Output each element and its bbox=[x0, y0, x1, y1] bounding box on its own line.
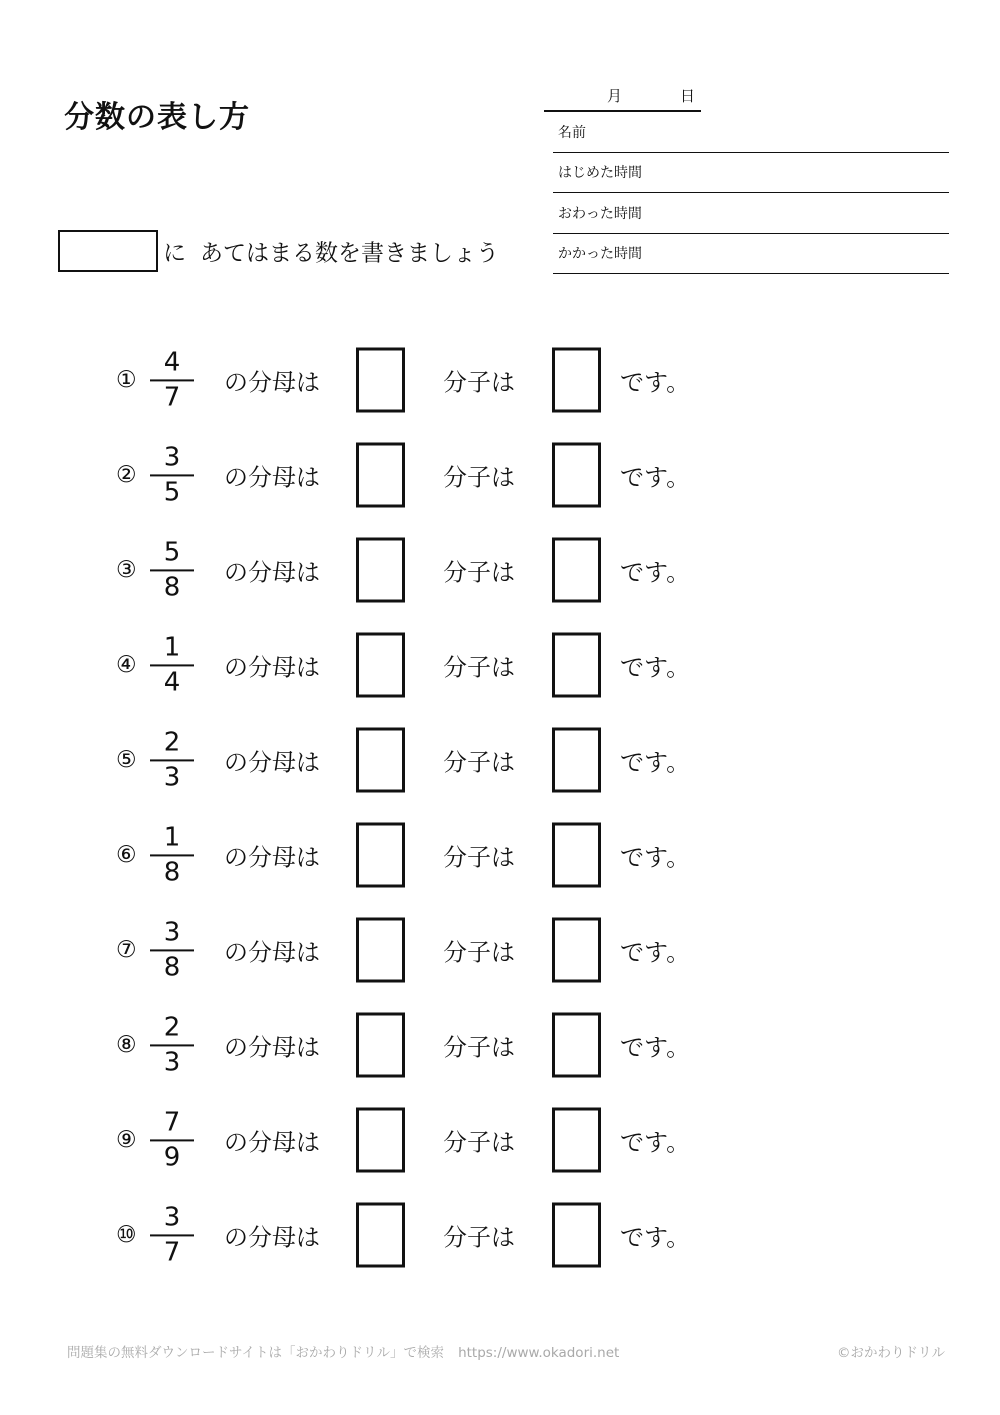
denominator-answer-box[interactable] bbox=[356, 918, 405, 983]
fraction-denominator: 7 bbox=[163, 1237, 181, 1267]
month-label: 月 bbox=[607, 87, 623, 105]
problem-row bbox=[0, 618, 1000, 713]
sentence-end-label: です。 bbox=[620, 368, 691, 397]
denominator-question-label: の分母は bbox=[224, 938, 320, 967]
sentence-end-label: です。 bbox=[620, 843, 691, 872]
problem-number: ⑨ bbox=[116, 1127, 137, 1153]
denominator-answer-box[interactable] bbox=[356, 443, 405, 508]
fraction bbox=[150, 918, 194, 981]
fraction bbox=[150, 1203, 194, 1266]
denominator-question-label: の分母は bbox=[224, 368, 320, 397]
problem-number: ⑤ bbox=[116, 747, 137, 773]
problem-row bbox=[0, 808, 1000, 903]
problem-row bbox=[0, 903, 1000, 998]
fraction bbox=[150, 443, 194, 506]
fraction bbox=[150, 633, 194, 696]
numerator-answer-box[interactable] bbox=[552, 728, 601, 793]
sentence-end-label: です。 bbox=[620, 1223, 691, 1252]
denominator-question-label: の分母は bbox=[224, 843, 320, 872]
fraction bbox=[150, 728, 194, 791]
denominator-answer-box[interactable] bbox=[356, 538, 405, 603]
numerator-answer-box[interactable] bbox=[552, 538, 601, 603]
denominator-question-label: の分母は bbox=[224, 558, 320, 587]
denominator-question-label: の分母は bbox=[224, 748, 320, 777]
numerator-question-label: 分子は bbox=[443, 843, 515, 872]
sentence-end-label: です。 bbox=[620, 1033, 691, 1062]
fraction-denominator: 8 bbox=[163, 952, 181, 982]
denominator-answer-box[interactable] bbox=[356, 1108, 405, 1173]
problem-number: ⑦ bbox=[116, 937, 137, 963]
denominator-answer-box[interactable] bbox=[356, 633, 405, 698]
sentence-end-label: です。 bbox=[620, 558, 691, 587]
problem-number: ② bbox=[116, 462, 137, 488]
numerator-answer-box[interactable] bbox=[552, 443, 601, 508]
denominator-question-label: の分母は bbox=[224, 1128, 320, 1157]
problem-row bbox=[0, 998, 1000, 1093]
fraction-denominator: 7 bbox=[163, 382, 181, 412]
fraction bbox=[150, 1108, 194, 1171]
fraction bbox=[150, 823, 194, 886]
problem-row bbox=[0, 523, 1000, 618]
denominator-question-label: の分母は bbox=[224, 463, 320, 492]
fraction-numerator: 3 bbox=[150, 918, 194, 951]
problem-number: ⑥ bbox=[116, 842, 137, 868]
elapsed-time-field-label: かかった時間 bbox=[558, 246, 642, 263]
footer-left bbox=[67, 1341, 619, 1361]
fraction-numerator: 5 bbox=[150, 538, 194, 571]
problem-number: ⑧ bbox=[116, 1032, 137, 1058]
numerator-question-label: 分子は bbox=[443, 368, 515, 397]
page-title: 分数の表し方 bbox=[64, 100, 250, 136]
denominator-answer-box[interactable] bbox=[356, 1013, 405, 1078]
numerator-answer-box[interactable] bbox=[552, 348, 601, 413]
numerator-question-label: 分子は bbox=[443, 1128, 515, 1157]
fraction-denominator: 8 bbox=[163, 857, 181, 887]
fraction-denominator: 8 bbox=[163, 572, 181, 602]
numerator-question-label: 分子は bbox=[443, 748, 515, 777]
fraction-denominator: 3 bbox=[163, 1047, 181, 1077]
fraction-numerator: 4 bbox=[150, 348, 194, 381]
fraction bbox=[150, 538, 194, 601]
start-time-field-label: はじめた時間 bbox=[558, 165, 642, 182]
numerator-question-label: 分子は bbox=[443, 938, 515, 967]
fraction-numerator: 1 bbox=[150, 633, 194, 666]
fraction-denominator: 3 bbox=[163, 762, 181, 792]
numerator-answer-box[interactable] bbox=[552, 1203, 601, 1268]
fraction-numerator: 1 bbox=[150, 823, 194, 856]
problem-row bbox=[0, 333, 1000, 428]
numerator-question-label: 分子は bbox=[443, 463, 515, 492]
problem-number: ③ bbox=[116, 557, 137, 583]
fraction-denominator: 9 bbox=[163, 1142, 181, 1172]
fraction-denominator: 5 bbox=[163, 477, 181, 507]
sentence-end-label: です。 bbox=[620, 1128, 691, 1157]
denominator-answer-box[interactable] bbox=[356, 728, 405, 793]
numerator-question-label: 分子は bbox=[443, 1223, 515, 1252]
end-time-field-label: おわった時間 bbox=[558, 205, 642, 222]
problem-number: ① bbox=[116, 367, 137, 393]
problem-number: ④ bbox=[116, 652, 137, 678]
sentence-end-label: です。 bbox=[620, 463, 691, 492]
sentence-end-label: です。 bbox=[620, 938, 691, 967]
denominator-answer-box[interactable] bbox=[356, 348, 405, 413]
numerator-answer-box[interactable] bbox=[552, 823, 601, 888]
fraction bbox=[150, 1013, 194, 1076]
denominator-answer-box[interactable] bbox=[356, 823, 405, 888]
numerator-answer-box[interactable] bbox=[552, 1013, 601, 1078]
numerator-answer-box[interactable] bbox=[552, 633, 601, 698]
numerator-answer-box[interactable] bbox=[552, 1108, 601, 1173]
fraction-numerator: 2 bbox=[150, 1013, 194, 1046]
instruction-particle: に bbox=[163, 240, 186, 267]
denominator-question-label: の分母は bbox=[224, 1223, 320, 1252]
instruction-text: あてはまる数を書きましょう bbox=[200, 240, 499, 267]
fraction-numerator: 3 bbox=[150, 1203, 194, 1236]
fraction-denominator: 4 bbox=[163, 667, 181, 697]
problem-row bbox=[0, 713, 1000, 808]
denominator-answer-box[interactable] bbox=[356, 1203, 405, 1268]
sentence-end-label: です。 bbox=[620, 653, 691, 682]
denominator-question-label: の分母は bbox=[224, 1033, 320, 1062]
sentence-end-label: です。 bbox=[620, 748, 691, 777]
denominator-question-label: の分母は bbox=[224, 653, 320, 682]
numerator-question-label: 分子は bbox=[443, 653, 515, 682]
problem-row bbox=[0, 428, 1000, 523]
fraction-numerator: 7 bbox=[150, 1108, 194, 1141]
footer-site-url: https://www.okadori.net bbox=[458, 1345, 620, 1361]
numerator-question-label: 分子は bbox=[443, 558, 515, 587]
problem-row bbox=[0, 1188, 1000, 1283]
name-field-label: 名前 bbox=[558, 124, 586, 141]
fraction-numerator: 3 bbox=[150, 443, 194, 476]
footer-site-text: 問題集の無料ダウンロードサイトは「おかわりドリル」で検索 bbox=[67, 1345, 445, 1361]
fraction-numerator: 2 bbox=[150, 728, 194, 761]
page-footer bbox=[67, 1341, 945, 1361]
problem-number: ⑩ bbox=[116, 1222, 137, 1248]
numerator-answer-box[interactable] bbox=[552, 918, 601, 983]
numerator-question-label: 分子は bbox=[443, 1033, 515, 1062]
footer-copyright: ©おかわりドリル bbox=[837, 1345, 945, 1361]
problem-row bbox=[0, 1093, 1000, 1188]
day-label: 日 bbox=[680, 87, 696, 105]
fraction bbox=[150, 348, 194, 411]
